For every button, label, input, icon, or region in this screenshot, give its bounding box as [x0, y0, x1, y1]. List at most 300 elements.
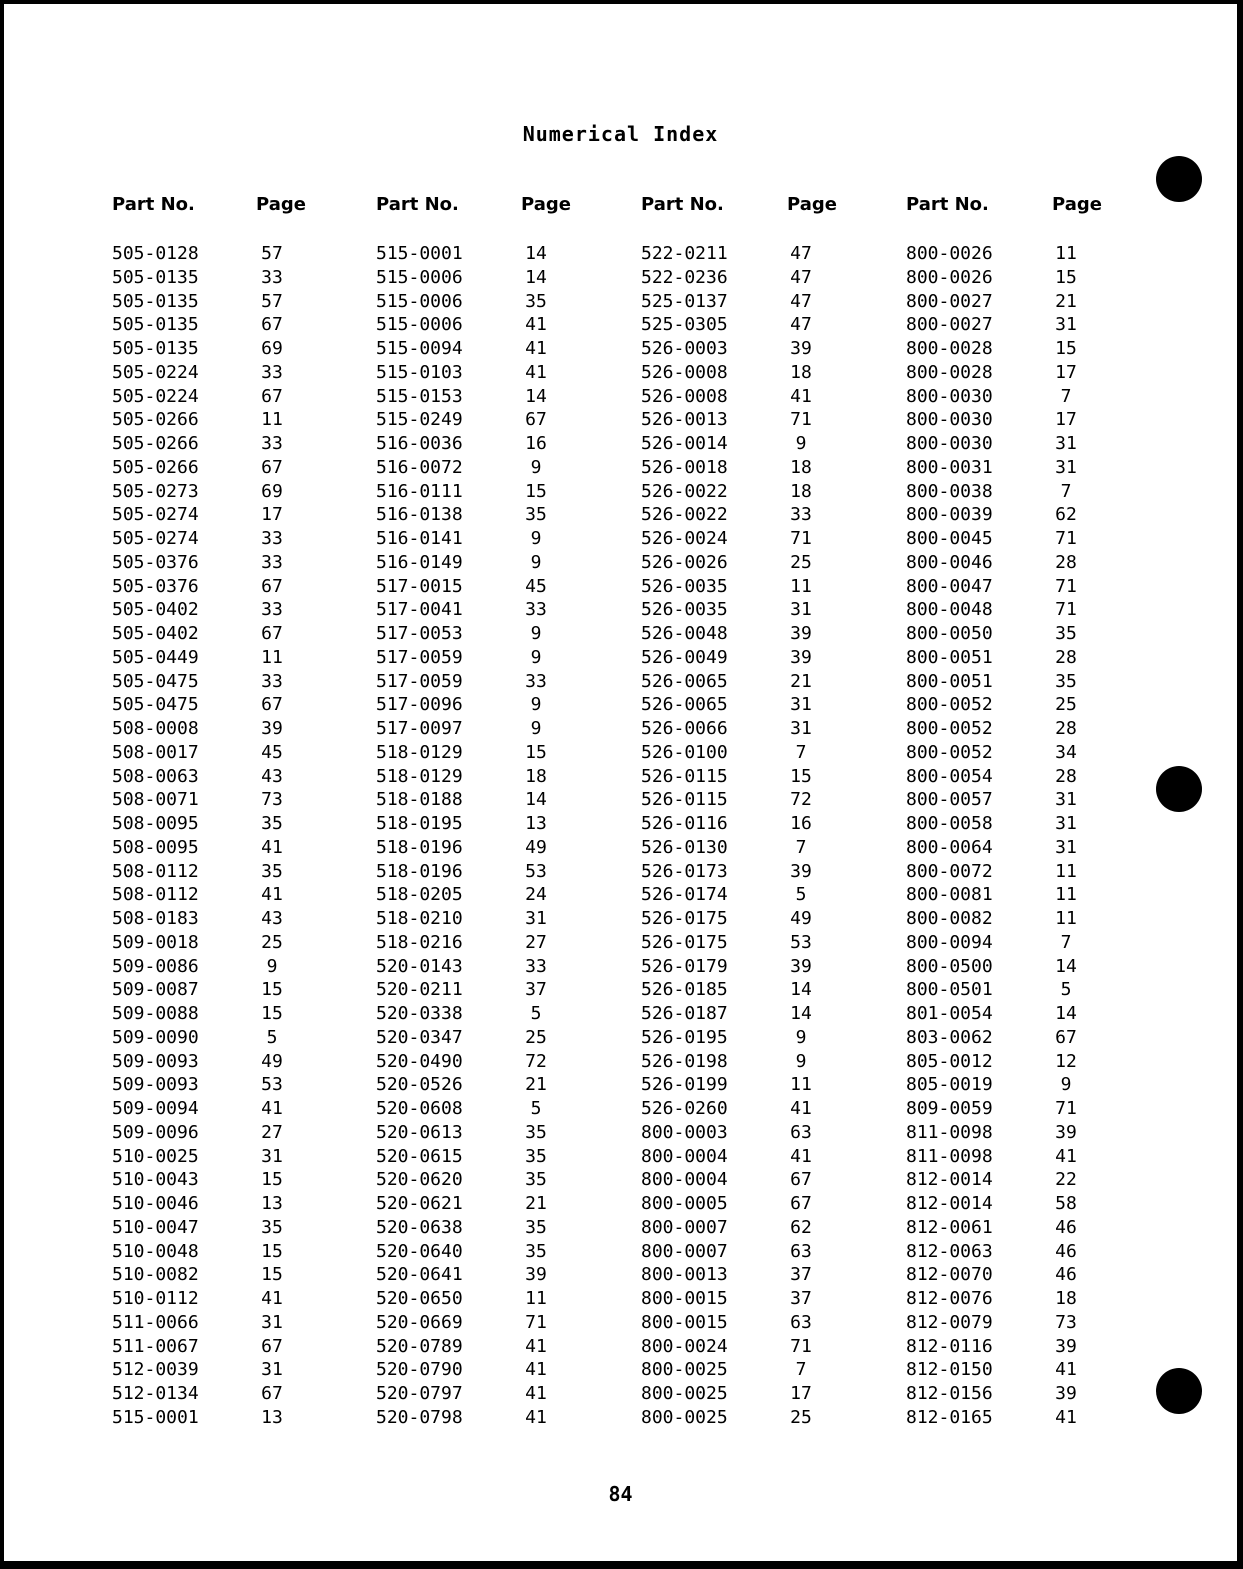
part-number: 518-0129 [376, 741, 463, 763]
index-row [906, 1026, 1086, 1050]
part-number: 812-0061 [906, 1216, 993, 1238]
page-ref: 18 [525, 765, 547, 787]
page-ref: 12 [1055, 1050, 1077, 1072]
page-ref: 24 [525, 884, 547, 906]
index-row [641, 907, 821, 931]
index-row [376, 1097, 556, 1121]
index-row [906, 290, 1086, 314]
index-row [112, 907, 292, 931]
part-number: 508-0095 [112, 836, 199, 858]
part-number: 526-0022 [641, 480, 728, 502]
index-row [641, 432, 821, 456]
index-row [376, 717, 556, 741]
part-number: 508-0112 [112, 860, 199, 882]
index-row [112, 385, 292, 409]
page-ref: 33 [261, 551, 283, 573]
page-ref: 15 [261, 1169, 283, 1191]
part-number: 800-0058 [906, 813, 993, 834]
part-number: 800-0057 [906, 789, 993, 811]
index-row [376, 1050, 556, 1074]
index-row [376, 1406, 556, 1430]
index-row [641, 1002, 821, 1026]
index-column [376, 242, 556, 1430]
index-row [112, 955, 292, 979]
index-row [641, 788, 821, 812]
page-ref: 31 [1055, 813, 1077, 834]
part-no-header: Part No. [906, 194, 989, 215]
index-row [906, 1097, 1086, 1121]
part-number: 511-0066 [112, 1311, 199, 1333]
index-row [906, 1168, 1086, 1192]
index-row [376, 883, 556, 907]
part-number: 526-0008 [641, 361, 728, 383]
index-row [376, 788, 556, 812]
page-ref: 16 [525, 433, 547, 454]
binder-hole [1156, 156, 1202, 202]
part-number: 505-0224 [112, 385, 199, 407]
page-ref: 9 [530, 456, 542, 478]
index-row [376, 741, 556, 765]
page-ref: 15 [261, 1264, 283, 1286]
part-number: 800-0082 [906, 908, 993, 929]
part-number: 812-0116 [906, 1335, 993, 1357]
index-row [112, 432, 292, 456]
page-ref: 5 [1060, 979, 1072, 1001]
index-row [112, 361, 292, 385]
part-number: 526-0187 [641, 1003, 728, 1024]
part-number: 520-0613 [376, 1121, 463, 1143]
page-ref: 63 [790, 1121, 812, 1143]
part-number: 805-0019 [906, 1074, 993, 1096]
index-row [906, 480, 1086, 504]
page-ref: 18 [1055, 1288, 1077, 1309]
part-number: 520-0640 [376, 1240, 463, 1262]
index-row [376, 385, 556, 409]
page-ref: 33 [790, 504, 812, 526]
page-ref: 5 [530, 1098, 542, 1119]
part-number: 515-0103 [376, 361, 463, 383]
part-number: 520-0789 [376, 1335, 463, 1357]
part-number: 516-0141 [376, 528, 463, 549]
index-row [112, 266, 292, 290]
part-number: 510-0046 [112, 1193, 199, 1214]
index-row [641, 242, 821, 266]
index-row [112, 1145, 292, 1169]
index-row [376, 1168, 556, 1192]
index-row [112, 1121, 292, 1145]
page-ref: 67 [261, 575, 283, 597]
index-row [112, 1311, 292, 1335]
index-row [906, 266, 1086, 290]
index-row [641, 575, 821, 599]
part-number: 800-0047 [906, 575, 993, 597]
index-row [376, 1358, 556, 1382]
part-number: 800-0028 [906, 338, 993, 359]
page-ref: 7 [795, 1359, 807, 1381]
part-number: 509-0093 [112, 1074, 199, 1096]
part-number: 801-0054 [906, 1003, 993, 1024]
page-ref: 11 [1055, 860, 1077, 882]
page-ref: 25 [790, 551, 812, 573]
index-row [376, 1311, 556, 1335]
part-number: 509-0090 [112, 1026, 199, 1048]
index-row [112, 503, 292, 527]
page-ref: 35 [525, 504, 547, 526]
index-row [906, 1216, 1086, 1240]
index-row [112, 788, 292, 812]
index-row [376, 1145, 556, 1169]
page-ref: 15 [525, 480, 547, 502]
page-ref: 71 [1055, 599, 1077, 621]
page-ref: 41 [1055, 1145, 1077, 1167]
part-number: 800-0054 [906, 765, 993, 787]
index-row [906, 408, 1086, 432]
index-row [376, 860, 556, 884]
part-number: 522-0236 [641, 266, 728, 288]
part-number: 811-0098 [906, 1121, 993, 1143]
page-ref: 14 [1055, 955, 1077, 977]
page-ref: 33 [261, 433, 283, 454]
part-number: 800-0015 [641, 1311, 728, 1333]
part-number: 526-0013 [641, 409, 728, 431]
index-row [906, 1287, 1086, 1311]
index-row [112, 978, 292, 1002]
part-number: 508-0063 [112, 765, 199, 787]
part-number: 809-0059 [906, 1098, 993, 1119]
page-ref: 71 [525, 1311, 547, 1333]
index-row [376, 1192, 556, 1216]
page-ref: 35 [1055, 623, 1077, 644]
part-number: 517-0097 [376, 718, 463, 739]
index-row [906, 1335, 1086, 1359]
part-number: 520-0526 [376, 1074, 463, 1096]
index-row [906, 622, 1086, 646]
index-row [112, 337, 292, 361]
page-ref: 39 [1055, 1335, 1077, 1357]
part-number: 800-0025 [641, 1406, 728, 1428]
page-number: 84 [608, 1482, 633, 1506]
part-number: 800-0050 [906, 623, 993, 644]
part-number: 526-0048 [641, 623, 728, 644]
index-row [376, 598, 556, 622]
page-ref: 31 [790, 599, 812, 621]
binder-hole [1156, 1368, 1202, 1414]
page-ref: 33 [261, 361, 283, 383]
page-ref: 53 [261, 1074, 283, 1096]
part-number: 515-0094 [376, 338, 463, 359]
index-row [641, 1073, 821, 1097]
page-ref: 5 [266, 1026, 278, 1048]
index-row [376, 503, 556, 527]
page-ref: 45 [525, 575, 547, 597]
page-ref: 67 [525, 409, 547, 431]
part-number: 520-0347 [376, 1026, 463, 1048]
part-no-header: Part No. [376, 194, 459, 215]
part-number: 800-0031 [906, 456, 993, 478]
index-row [376, 1026, 556, 1050]
part-number: 520-0638 [376, 1216, 463, 1238]
index-row [906, 812, 1086, 836]
part-number: 509-0096 [112, 1121, 199, 1143]
part-number: 812-0076 [906, 1288, 993, 1309]
part-number: 505-0376 [112, 551, 199, 573]
part-number: 526-0066 [641, 718, 728, 739]
index-row [641, 456, 821, 480]
part-number: 509-0018 [112, 931, 199, 953]
index-row [906, 931, 1086, 955]
page-ref: 14 [525, 266, 547, 288]
page-ref: 5 [530, 1003, 542, 1024]
part-number: 800-0025 [641, 1359, 728, 1381]
index-row [906, 1240, 1086, 1264]
index-row [641, 1050, 821, 1074]
part-number: 800-0048 [906, 599, 993, 621]
page-ref: 49 [790, 908, 812, 929]
page-ref: 11 [261, 409, 283, 431]
page-ref: 11 [1055, 243, 1077, 264]
index-row [641, 1121, 821, 1145]
part-number: 518-0196 [376, 860, 463, 882]
page-ref: 9 [530, 551, 542, 573]
page-ref: 41 [261, 884, 283, 906]
index-row [376, 456, 556, 480]
part-number: 800-0038 [906, 480, 993, 502]
page-ref: 73 [261, 789, 283, 811]
index-row [641, 1358, 821, 1382]
index-row [906, 1406, 1086, 1430]
part-number: 811-0098 [906, 1145, 993, 1167]
index-row [112, 836, 292, 860]
index-row [906, 1121, 1086, 1145]
index-row [641, 812, 821, 836]
part-number: 515-0249 [376, 409, 463, 431]
index-row [641, 1240, 821, 1264]
page-ref: 5 [795, 884, 807, 906]
index-row [906, 575, 1086, 599]
index-row [112, 1002, 292, 1026]
part-number: 800-0026 [906, 266, 993, 288]
page-ref: 27 [525, 931, 547, 953]
page-header: Page [256, 194, 306, 215]
index-row [906, 1002, 1086, 1026]
part-number: 526-0179 [641, 955, 728, 977]
part-number: 800-0028 [906, 361, 993, 383]
part-number: 800-0007 [641, 1216, 728, 1238]
part-number: 510-0025 [112, 1145, 199, 1167]
part-number: 520-0615 [376, 1145, 463, 1167]
part-number: 516-0111 [376, 480, 463, 502]
part-number: 800-0030 [906, 385, 993, 407]
page-ref: 67 [790, 1169, 812, 1191]
index-row [906, 1145, 1086, 1169]
part-number: 812-0165 [906, 1406, 993, 1428]
page-ref: 9 [795, 433, 807, 454]
index-row [906, 693, 1086, 717]
part-number: 525-0305 [641, 314, 728, 336]
part-number: 812-0150 [906, 1359, 993, 1381]
index-row [641, 1145, 821, 1169]
page-ref: 35 [261, 1216, 283, 1238]
part-number: 509-0086 [112, 955, 199, 977]
part-number: 518-0188 [376, 789, 463, 811]
part-number: 800-0007 [641, 1240, 728, 1262]
index-column [906, 242, 1086, 1430]
page-ref: 28 [1055, 718, 1077, 739]
part-number: 800-0004 [641, 1145, 728, 1167]
part-number: 800-0052 [906, 694, 993, 716]
page-ref: 46 [1055, 1216, 1077, 1238]
page-ref: 33 [261, 599, 283, 621]
index-row [376, 765, 556, 789]
index-row [376, 361, 556, 385]
index-row [641, 670, 821, 694]
page-ref: 33 [525, 955, 547, 977]
page-ref: 18 [790, 361, 812, 383]
page-ref: 62 [1055, 504, 1077, 526]
index-row [376, 955, 556, 979]
part-number: 526-0049 [641, 646, 728, 668]
part-number: 800-0081 [906, 884, 993, 906]
part-number: 505-0475 [112, 694, 199, 716]
page-ref: 31 [1055, 456, 1077, 478]
page-ref: 35 [525, 1169, 547, 1191]
part-number: 526-0026 [641, 551, 728, 573]
index-row [376, 1002, 556, 1026]
part-number: 517-0059 [376, 646, 463, 668]
part-number: 526-0065 [641, 670, 728, 692]
index-row [112, 1382, 292, 1406]
page-ref: 63 [790, 1311, 812, 1333]
index-row [641, 385, 821, 409]
page-ref: 49 [525, 836, 547, 858]
part-number: 512-0134 [112, 1383, 199, 1404]
part-number: 518-0210 [376, 908, 463, 929]
page-ref: 9 [1060, 1074, 1072, 1096]
page-ref: 15 [790, 765, 812, 787]
page-ref: 18 [790, 480, 812, 502]
page-ref: 41 [525, 1383, 547, 1404]
part-number: 800-0027 [906, 290, 993, 312]
index-row [112, 717, 292, 741]
page-ref: 14 [525, 789, 547, 811]
part-number: 505-0135 [112, 338, 199, 359]
part-number: 517-0015 [376, 575, 463, 597]
page-ref: 28 [1055, 765, 1077, 787]
part-number: 520-0143 [376, 955, 463, 977]
index-row [112, 1216, 292, 1240]
page-ref: 41 [1055, 1406, 1077, 1428]
part-number: 812-0156 [906, 1383, 993, 1404]
page-ref: 43 [261, 765, 283, 787]
index-row [641, 551, 821, 575]
page-ref: 9 [530, 623, 542, 644]
page-ref: 31 [261, 1359, 283, 1381]
index-row [906, 432, 1086, 456]
page-ref: 72 [525, 1050, 547, 1072]
page-ref: 11 [261, 646, 283, 668]
index-row [906, 883, 1086, 907]
index-row [641, 1216, 821, 1240]
index-row [906, 717, 1086, 741]
index-row [641, 337, 821, 361]
part-number: 516-0072 [376, 456, 463, 478]
page-ref: 41 [525, 314, 547, 336]
page-ref: 35 [525, 1145, 547, 1167]
index-row [376, 622, 556, 646]
part-number: 505-0449 [112, 646, 199, 668]
part-number: 812-0079 [906, 1311, 993, 1333]
page-ref: 41 [790, 385, 812, 407]
part-number: 520-0798 [376, 1406, 463, 1428]
index-row [641, 1335, 821, 1359]
index-row [112, 741, 292, 765]
part-number: 800-0005 [641, 1193, 728, 1214]
index-row [112, 290, 292, 314]
index-row [112, 1050, 292, 1074]
page-ref: 31 [1055, 314, 1077, 336]
page-ref: 71 [1055, 1098, 1077, 1119]
page-ref: 46 [1055, 1264, 1077, 1286]
index-row [112, 456, 292, 480]
part-number: 517-0053 [376, 623, 463, 644]
page-ref: 39 [790, 955, 812, 977]
index-row [112, 1097, 292, 1121]
index-row [112, 1168, 292, 1192]
page-ref: 11 [790, 575, 812, 597]
part-number: 520-0620 [376, 1169, 463, 1191]
index-row [112, 480, 292, 504]
index-row [906, 646, 1086, 670]
page-ref: 47 [790, 266, 812, 288]
part-number: 812-0063 [906, 1240, 993, 1262]
index-row [641, 290, 821, 314]
page-ref: 39 [790, 623, 812, 644]
part-number: 516-0036 [376, 433, 463, 454]
page-ref: 47 [790, 290, 812, 312]
part-number: 812-0014 [906, 1169, 993, 1191]
page-ref: 9 [530, 528, 542, 549]
page-ref: 67 [1055, 1026, 1077, 1048]
part-number: 520-0650 [376, 1288, 463, 1309]
part-number: 505-0266 [112, 456, 199, 478]
part-number: 800-0027 [906, 314, 993, 336]
page-ref: 21 [790, 670, 812, 692]
page-ref: 73 [1055, 1311, 1077, 1333]
page-ref: 62 [790, 1216, 812, 1238]
index-row [641, 860, 821, 884]
page-ref: 37 [790, 1264, 812, 1286]
part-number: 505-0475 [112, 670, 199, 692]
index-row [112, 765, 292, 789]
page-ref: 9 [795, 1026, 807, 1048]
part-number: 510-0048 [112, 1240, 199, 1262]
part-number: 520-0338 [376, 1003, 463, 1024]
binder-hole [1156, 766, 1202, 812]
index-row [906, 598, 1086, 622]
index-row [376, 978, 556, 1002]
part-number: 800-0500 [906, 955, 993, 977]
part-number: 505-0128 [112, 243, 199, 264]
index-row [906, 978, 1086, 1002]
part-number: 520-0211 [376, 979, 463, 1001]
part-number: 505-0402 [112, 599, 199, 621]
part-number: 508-0071 [112, 789, 199, 811]
index-row [906, 1311, 1086, 1335]
part-number: 505-0135 [112, 290, 199, 312]
index-row [376, 1335, 556, 1359]
index-row [112, 1358, 292, 1382]
part-number: 803-0062 [906, 1026, 993, 1048]
